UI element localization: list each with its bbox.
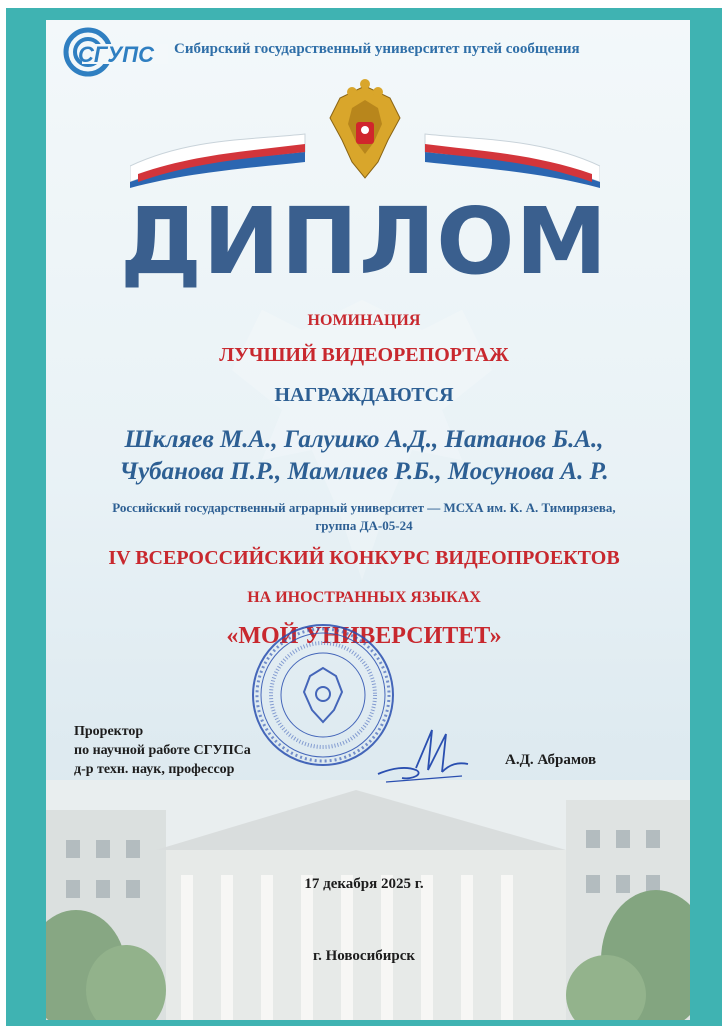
coat-of-arms-icon bbox=[330, 79, 400, 178]
position-line-2: по научной работе СГУПСа bbox=[74, 743, 251, 758]
university-name: Сибирский государственный университет путей сообщения bbox=[174, 41, 580, 57]
contest-title-line-2: НА ИНОСТРАННЫХ ЯЗЫКАХ bbox=[247, 589, 481, 606]
signatory-name: А.Д. Абрамов bbox=[505, 752, 597, 768]
document-title: ДИПЛОМ bbox=[119, 188, 609, 295]
sgups-logo bbox=[62, 26, 170, 78]
affiliation-line-1: Российский государственный аграрный университет — МСХА им. К. А. Тимирязева, bbox=[112, 500, 616, 515]
affiliation-line-2: группа ДА-05-24 bbox=[315, 518, 413, 533]
signatory-position bbox=[74, 722, 251, 779]
position-line-1: Проректор bbox=[74, 724, 144, 739]
contest-title-line-1: IV ВСЕРОССИЙСКИЙ КОНКУРС ВИДЕОПРОЕКТОВ bbox=[108, 547, 620, 569]
handwritten-signature bbox=[372, 724, 472, 788]
tricolor-ribbon-with-emblem bbox=[130, 78, 600, 190]
awardees-line-2: Чубанова П.Р., Мамлиев Р.Б., Мосунова А. Р. bbox=[119, 458, 609, 485]
issue-city: г. Новосибирск bbox=[313, 948, 415, 964]
issue-date: 17 декабря 2025 г. bbox=[304, 876, 424, 892]
awarded-label: НАГРАЖДАЮТСЯ bbox=[274, 384, 454, 406]
position-line-3: д-р техн. наук, профессор bbox=[74, 762, 235, 777]
contest-title-line-3: «МОЙ УНИВЕРСИТЕТ» bbox=[226, 623, 502, 649]
nomination-label: НОМИНАЦИЯ bbox=[307, 312, 421, 329]
nomination-title: ЛУЧШИЙ ВИДЕОРЕПОРТАЖ bbox=[219, 344, 509, 366]
university-building-photo bbox=[46, 780, 690, 1020]
logo-text: СГУПС bbox=[78, 42, 155, 67]
awardees-line-1: Шкляев М.А., Галушко А.Д., Натанов Б.А., bbox=[124, 426, 604, 453]
